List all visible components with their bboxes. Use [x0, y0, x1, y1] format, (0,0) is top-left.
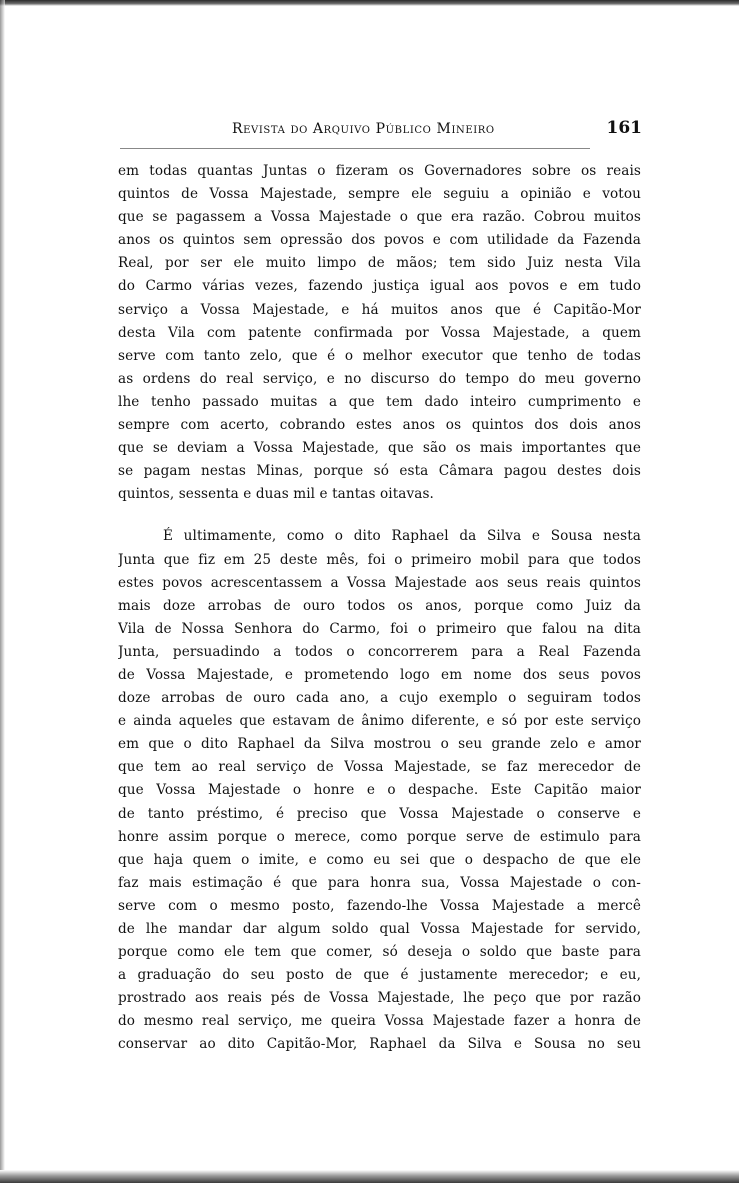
- text-line: que se deviam a Vossa Majestade, que são os mais importantes que: [118, 440, 641, 457]
- text-line-indented: É ultimamente, como o dito Raphael da Silva e Sousa nesta: [163, 528, 641, 545]
- text-line: que tem ao real serviço de Vossa Majestade, se faz merecedor de: [118, 759, 641, 776]
- text-line: estes povos acrescentassem a Vossa Majestade aos seus reais quintos: [118, 574, 641, 591]
- text-line: conservar ao dito Capitão-Mor, Raphael da Silva e Sousa no seu: [118, 1036, 641, 1053]
- text-line: honre assim porque o merece, como porque serve de estimulo para: [118, 828, 641, 845]
- scan-edge-top: [0, 0, 739, 6]
- page-number: 161: [606, 118, 642, 138]
- text-line: desta Vila com patente confirmada por Vossa Majestade, a quem: [118, 324, 641, 341]
- scan-edge-bottom: [0, 1170, 739, 1183]
- text-line: em que o dito Raphael da Silva mostrou o seu grande zelo e amor: [118, 736, 641, 753]
- running-title: Revista do Arquivo Público Mineiro: [232, 121, 495, 137]
- text-line: e ainda aqueles que estavam de ânimo diferente, e só por este serviço: [118, 713, 641, 730]
- text-line: de tanto préstimo, é preciso que Vossa Majestade o conserve e: [118, 805, 641, 822]
- text-line: do Carmo várias vezes, fazendo justiça igual aos povos e em tudo: [118, 278, 641, 295]
- text-line: Vila de Nossa Senhora do Carmo, foi o primeiro que falou na dita: [118, 620, 641, 637]
- text-line: porque como ele tem que comer, só deseja o soldo que baste para: [118, 944, 641, 961]
- text-line: sempre com acerto, cobrando estes anos os quintos dos dois anos: [118, 417, 641, 434]
- text-line: que Vossa Majestade o honre e o despache. Este Capitão maior: [118, 782, 641, 799]
- text-line: serve com o mesmo posto, fazendo-lhe Vossa Majestade a mercê: [118, 897, 641, 914]
- text-line: que haja quem o imite, e como eu sei que o despacho de que ele: [118, 851, 641, 868]
- text-line: que se pagassem a Vossa Majestade o que era razão. Cobrou muitos: [118, 209, 641, 226]
- text-line-last: quintos, sessenta e duas mil e tantas oitavas.: [118, 486, 434, 503]
- text-line: serviço a Vossa Majestade, e há muitos anos que é Capitão-Mor: [118, 301, 641, 318]
- text-line: Real, por ser ele muito limpo de mãos; tem sido Juiz nesta Vila: [118, 255, 641, 272]
- text-line: anos os quintos sem opressão dos povos e com utilidade da Fazenda: [118, 232, 641, 249]
- scan-edge-left: [0, 0, 5, 1183]
- text-line: as ordens do real serviço, e no discurso do tempo do meu governo: [118, 370, 641, 387]
- paragraph-1: [118, 160, 641, 506]
- text-line: quintos de Vossa Majestade, sempre ele seguiu a opinião e votou: [118, 186, 641, 203]
- paragraph-gap: [118, 506, 641, 525]
- text-line: lhe tenho passado muitas a que tem dado inteiro cumprimento e: [118, 393, 641, 410]
- body-text: [118, 160, 641, 1057]
- text-line: do mesmo real serviço, me queira Vossa Majestade fazer a honra de: [118, 1013, 641, 1030]
- header-rule: [120, 148, 590, 149]
- text-line: Junta, persuadindo a todos o concorrerem para a Real Fazenda: [118, 643, 641, 660]
- text-line: prostrado aos reais pés de Vossa Majestade, lhe peço que por razão: [118, 990, 641, 1007]
- text-line: mais doze arrobas de ouro todos os anos, porque como Juiz da: [118, 597, 641, 614]
- text-line: doze arrobas de ouro cada ano, a cujo exemplo o seguiram todos: [118, 690, 641, 707]
- text-line: se pagam nestas Minas, porque só esta Câmara pagou destes dois: [118, 463, 641, 480]
- text-line: de lhe mandar dar algum soldo qual Vossa Majestade for servido,: [118, 921, 641, 937]
- text-line: faz mais estimação é que para honra sua, Vossa Majestade o con-: [118, 874, 641, 891]
- text-line: de Vossa Majestade, e prometendo logo em nome dos seus povos: [118, 666, 641, 683]
- text-line: em todas quantas Juntas o fizeram os Governadores sobre os reais: [118, 163, 641, 179]
- text-line: Junta que fiz em 25 deste mês, foi o primeiro mobil para que todos: [118, 551, 641, 568]
- page-header: [110, 118, 642, 144]
- text-line: a graduação do seu posto de que é justamente merecedor; e eu,: [118, 967, 641, 984]
- paragraph-2: [118, 525, 641, 1056]
- text-line: serve com tanto zelo, que é o melhor executor que tenho de todas: [118, 347, 641, 364]
